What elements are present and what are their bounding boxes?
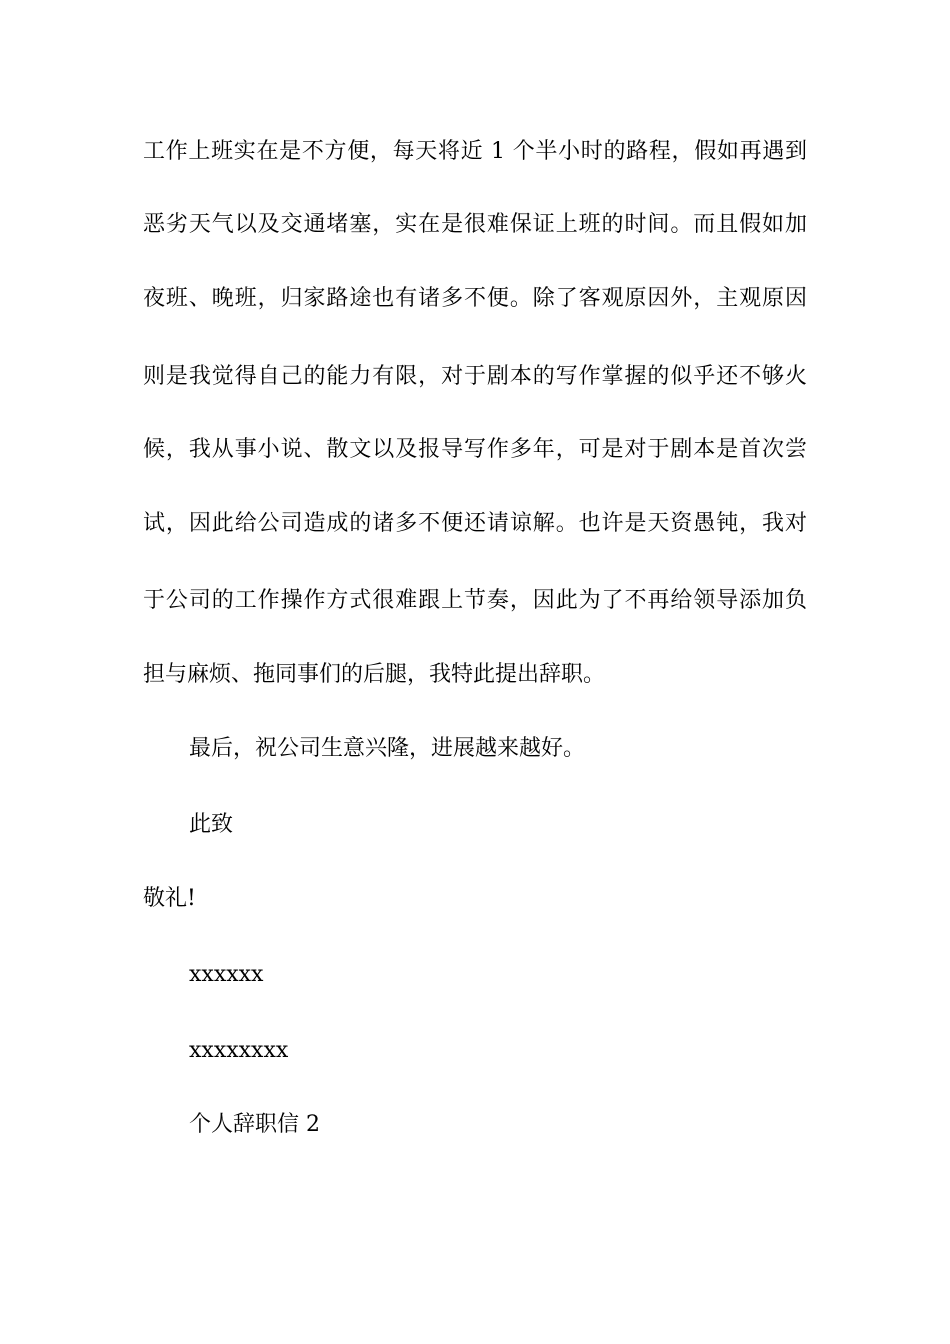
body-line-3: 夜班、晚班，归家路途也有诸多不便。除了客观原因外，主观原因	[143, 286, 807, 311]
signature-date: xxxxxxxx	[189, 1038, 289, 1063]
salutation-cizhi: 此致	[189, 812, 234, 837]
next-letter-heading: 个人辞职信 2	[189, 1112, 320, 1137]
body-line-2: 恶劣天气以及交通堵塞，实在是很难保证上班的时间。而且假如加	[143, 212, 807, 237]
body-line-1: 工作上班实在是不方便，每天将近 1 个半小时的路程，假如再遇到	[143, 139, 807, 164]
salutation-jingli: 敬礼!	[143, 886, 196, 911]
signature-name: xxxxxx	[189, 962, 264, 987]
closing-wish: 最后，祝公司生意兴隆，进展越来越好。	[189, 736, 586, 761]
body-line-7: 于公司的工作操作方式很难跟上节奏，因此为了不再给领导添加负	[143, 588, 807, 613]
body-line-4: 则是我觉得自己的能力有限，对于剧本的写作掌握的似乎还不够火	[143, 364, 807, 389]
body-line-5: 候，我从事小说、散文以及报导写作多年，可是对于剧本是首次尝	[143, 437, 807, 462]
body-line-6: 试，因此给公司造成的诸多不便还请谅解。也许是天资愚钝，我对	[143, 511, 807, 536]
body-line-8: 担与麻烦、拖同事们的后腿，我特此提出辞职。	[143, 662, 606, 687]
